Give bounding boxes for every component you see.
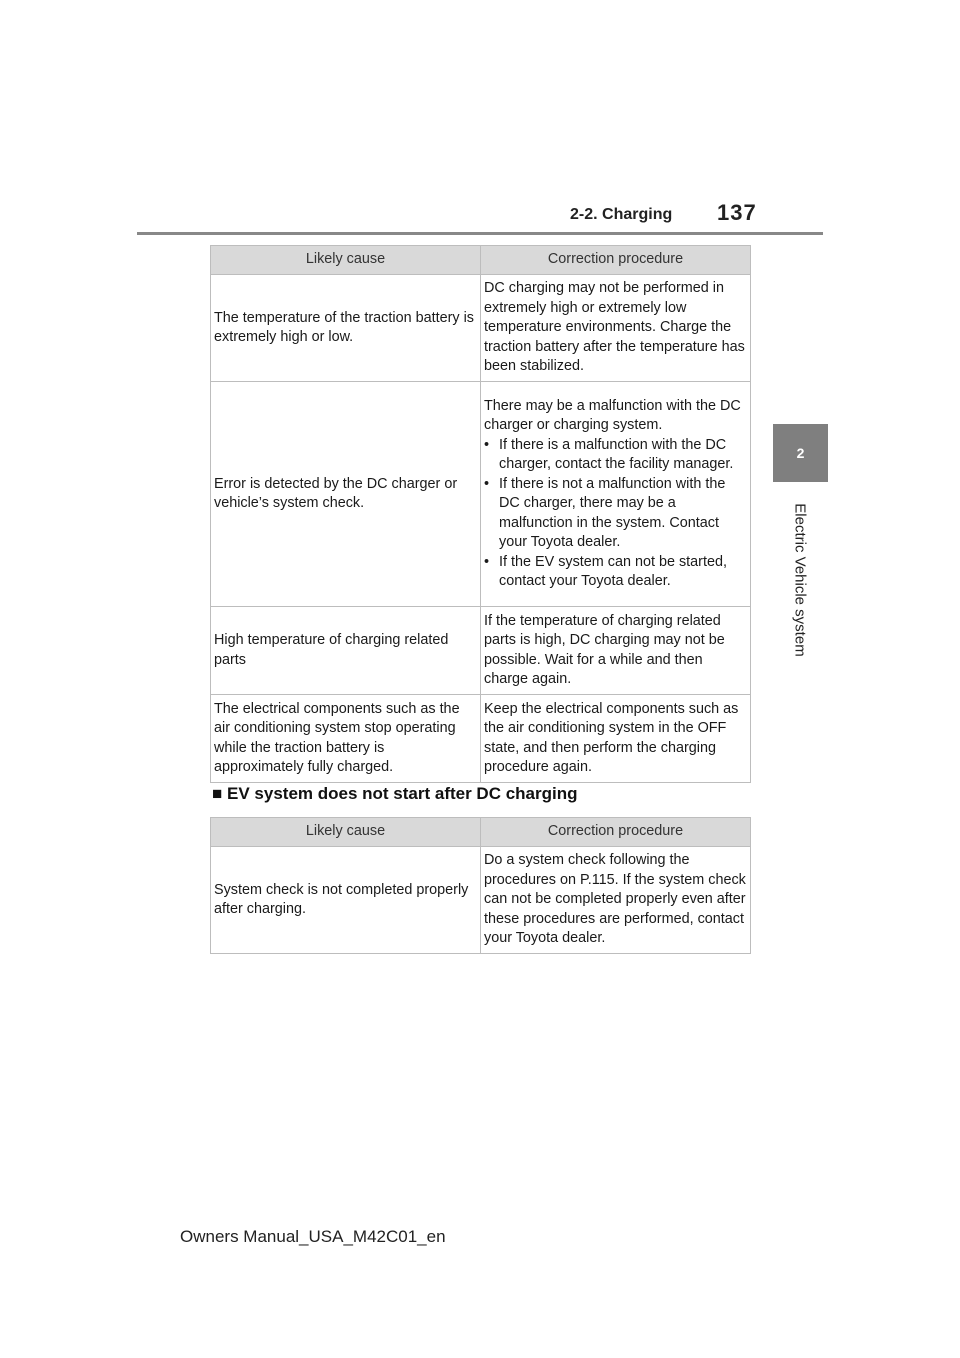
table-row bbox=[211, 275, 751, 382]
bullet-item bbox=[484, 475, 747, 553]
table-row bbox=[211, 382, 751, 607]
chapter-label: Electric Vehicle system bbox=[791, 503, 809, 657]
column-header-likely-cause: Likely cause bbox=[211, 818, 481, 847]
chapter-tab bbox=[773, 424, 828, 482]
header-divider bbox=[137, 232, 823, 235]
chapter-number: 2 bbox=[796, 445, 805, 461]
procedure-cell bbox=[481, 382, 751, 607]
table-header-row bbox=[211, 246, 751, 275]
column-header-correction-procedure: Correction procedure bbox=[481, 246, 751, 275]
section-title-header: 2-2. Charging bbox=[570, 206, 673, 223]
procedure-cell: Keep the electrical components such as the air conditioning system in the OFF state, and then perform the charging procedure again. bbox=[481, 695, 751, 783]
bullet-item bbox=[484, 553, 747, 592]
cause-cell: System check is not completed properly after charging. bbox=[211, 847, 481, 954]
procedure-cell: If the temperature of charging related parts is high, DC charging may not be possible. Wait for a while and then charge again. bbox=[481, 607, 751, 695]
cause-cell: The electrical components such as the air conditioning system stop operating while the traction battery is approximately fully charged. bbox=[211, 695, 481, 783]
table-row bbox=[211, 695, 751, 783]
cause-cell: The temperature of the traction battery is extremely high or low. bbox=[211, 275, 481, 382]
procedure-cell: Do a system check following the procedures on P.115. If the system check can not be completed properly even after these procedures are performed, contact your Toyota dealer. bbox=[481, 847, 751, 954]
bullet-text: If the EV system can not be started, contact your Toyota dealer. bbox=[499, 553, 727, 589]
table-row bbox=[211, 847, 751, 954]
table-header-row bbox=[211, 818, 751, 847]
bullet-text: If there is a malfunction with the DC charger, contact the facility manager. bbox=[499, 436, 734, 472]
table-row bbox=[211, 607, 751, 695]
square-bullet-icon: ■ bbox=[212, 784, 223, 803]
cause-cell: Error is detected by the DC charger or vehicle’s system check. bbox=[211, 382, 481, 607]
column-header-likely-cause: Likely cause bbox=[211, 246, 481, 275]
bullet-item bbox=[484, 436, 747, 475]
bullet-icon: • bbox=[484, 436, 490, 453]
bullet-text: If there is not a malfunction with the DC charger, there may be a malfunction in the system. Contact your Toyota dealer. bbox=[499, 475, 726, 550]
footer-document-id: Owners Manual_USA_M42C01_en bbox=[180, 1227, 446, 1246]
ev-system-table bbox=[210, 817, 751, 954]
page-number: 137 bbox=[717, 200, 757, 225]
section-heading bbox=[212, 784, 578, 804]
cause-cell: High temperature of charging related parts bbox=[211, 607, 481, 695]
section-heading-text: EV system does not start after DC charging bbox=[227, 784, 578, 803]
troubleshooting-table bbox=[210, 245, 751, 783]
procedure-cell: DC charging may not be performed in extremely high or extremely low temperature environments. Charge the traction battery after the temperature has been stabilized. bbox=[481, 275, 751, 382]
procedure-intro: There may be a malfunction with the DC charger or charging system. bbox=[484, 397, 741, 433]
bullet-icon: • bbox=[484, 553, 490, 570]
bullet-icon: • bbox=[484, 475, 490, 492]
column-header-correction-procedure: Correction procedure bbox=[481, 818, 751, 847]
